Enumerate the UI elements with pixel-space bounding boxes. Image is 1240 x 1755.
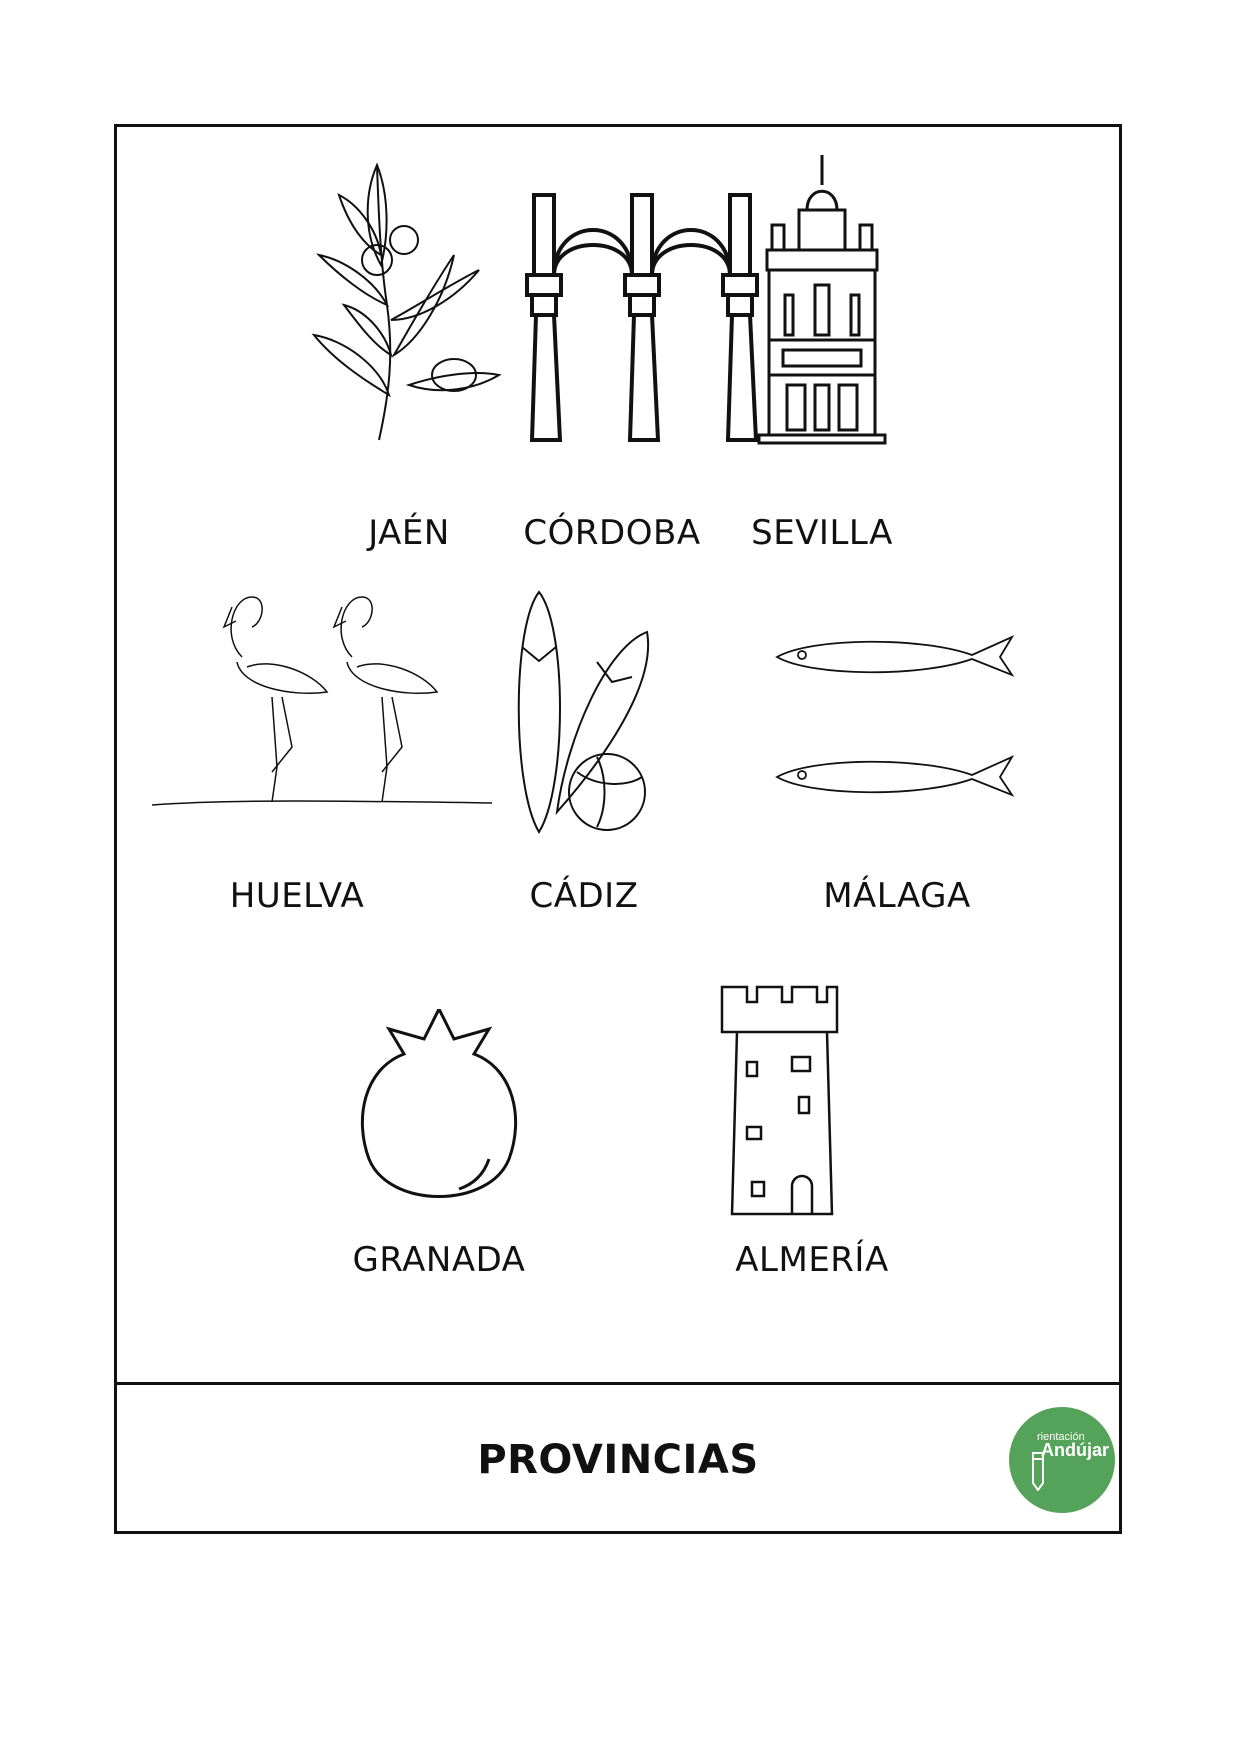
province-label-jaen: JAÉN [368,513,450,553]
logo-small-text: rientación [1037,1431,1085,1443]
castle-tower-icon [717,982,847,1222]
province-label-huelva: HUELVA [229,876,365,916]
surfboards-ball-icon [482,587,682,837]
logo-big-text: Andújar [1041,1440,1110,1460]
province-label-granada: GRANADA [352,1240,526,1280]
footer [117,1382,1119,1534]
pomegranate-icon [339,1009,539,1209]
pencil-icon [1031,1445,1045,1491]
province-label-cordoba: CÓRDOBA [523,513,701,553]
worksheet-card [114,124,1122,1534]
orientacion-andujar-logo [1009,1407,1115,1513]
province-label-malaga: MÁLAGA [823,876,971,916]
flamingos-icon [147,577,497,807]
province-label-almeria: ALMERÍA [735,1240,889,1280]
sardines-icon [772,627,1022,807]
provinces-grid [117,127,1119,1382]
giralda-tower-icon [737,155,907,445]
province-label-sevilla: SEVILLA [751,513,893,553]
province-label-cadiz: CÁDIZ [529,876,639,916]
page-title: PROVINCIAS [477,1437,759,1483]
